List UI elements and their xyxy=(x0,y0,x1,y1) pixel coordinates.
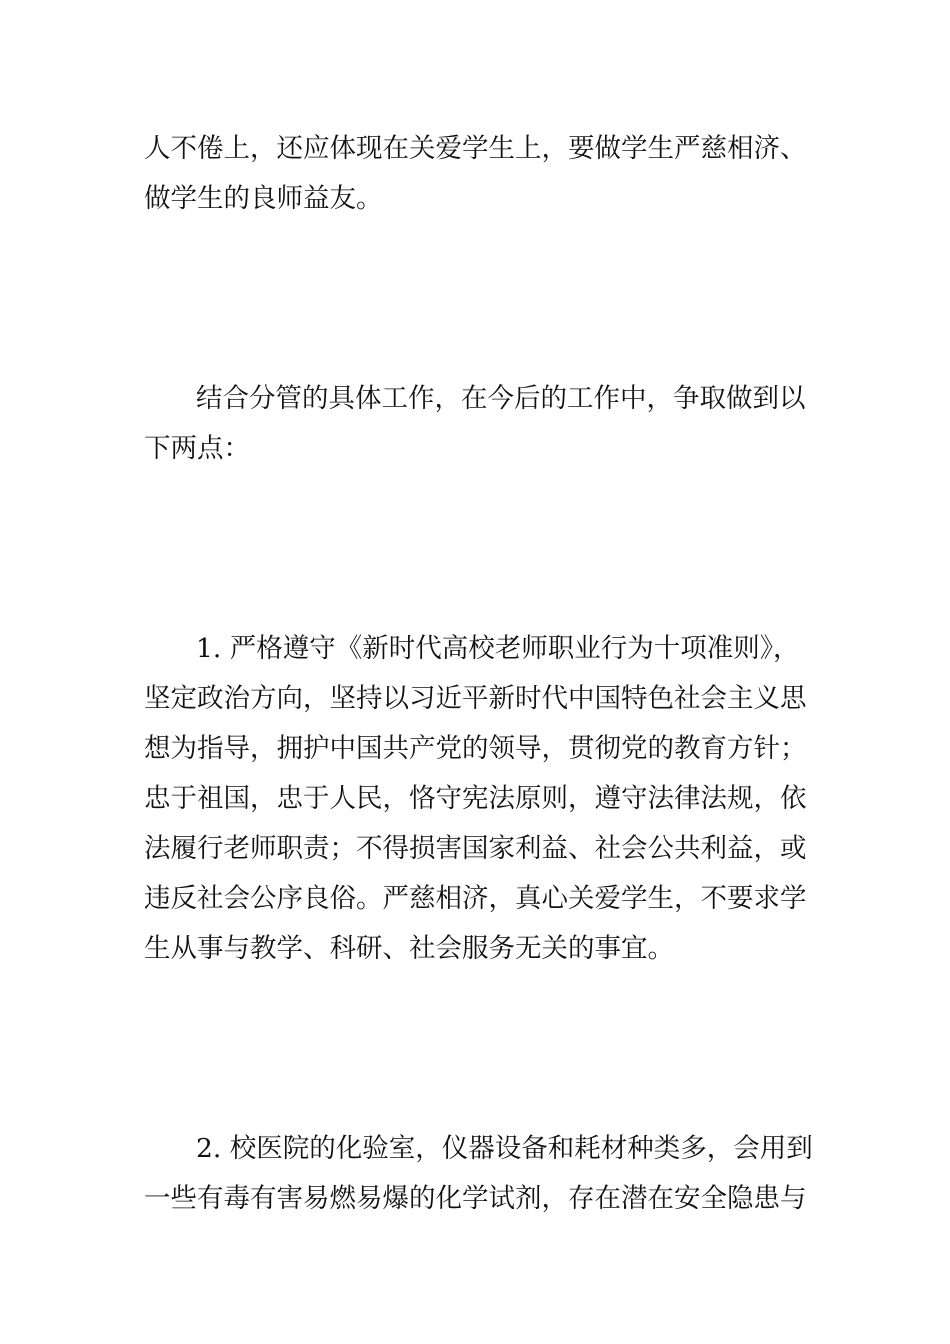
text-line: 忠于祖国，忠于人民，恪守宪法原则，遵守法律法规，依 xyxy=(144,783,807,814)
text-line: 人不倦上，还应体现在关爱学生上，要做学生严慈相济、 xyxy=(144,133,807,164)
text-line: 下两点： xyxy=(144,433,250,464)
text-line: 2. 校医院的化验室，仪器设备和耗材种类多，会用到 xyxy=(196,1133,813,1164)
text-line: 违反社会公序良俗。严慈相济，真心关爱学生，不要求学 xyxy=(144,883,807,914)
text-line: 想为指导，拥护中国共产党的领导，贯彻党的教育方针； xyxy=(144,733,807,764)
text-line: 结合分管的具体工作，在今后的工作中，争取做到以 xyxy=(196,383,806,414)
text-line: 做学生的良师益友。 xyxy=(144,183,383,214)
text-line: 坚定政治方向，坚持以习近平新时代中国特色社会主义思 xyxy=(144,683,807,714)
text-line: 1. 严格遵守《新时代高校老师职业行为十项准则》， xyxy=(196,633,800,664)
text-line: 一些有毒有害易燃易爆的化学试剂，存在潜在安全隐患与 xyxy=(144,1183,807,1214)
text-line: 生从事与教学、科研、社会服务无关的事宜。 xyxy=(144,933,674,964)
text-line: 法履行老师职责；不得损害国家利益、社会公共利益，或 xyxy=(144,833,807,864)
